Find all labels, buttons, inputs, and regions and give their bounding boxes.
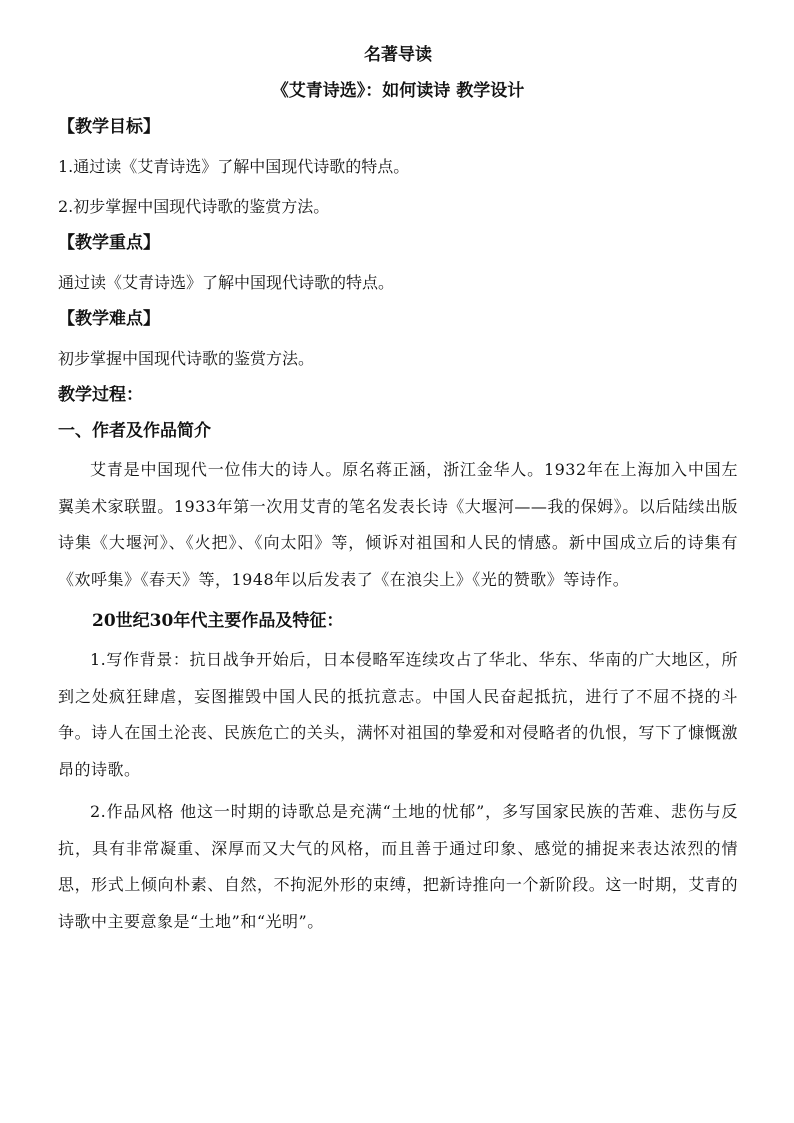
document-title: 名著导读 bbox=[364, 45, 432, 65]
background-paragraph: 1.写作背景：抗日战争开始后，日本侵略军连续攻占了华北、华东、华南的广大地区，所到之处疯狂肆虐，妄图摧毁中国人民的抵抗意志。中国人民奋起抵抗，进行了不屈不挠的斗争。诗人在国土沦丧、民族危亡的关头，满怀对祖国的挚爱和对侵略者的仇恨，写下了慷慨激昂的诗歌。 bbox=[58, 650, 738, 779]
document-subtitle: 《艾青诗选》：如何读诗 教学设计 bbox=[271, 81, 525, 101]
author-intro-paragraph: 艾青是中国现代一位伟大的诗人。原名蒋正涵，浙江金华人。1932年在上海加入中国左翼美术家联盟。1933年第一次用艾青的笔名发表长诗《大堰河——我的保姆》。以后陆续出版诗集《大堰河》、《火把》、《向太阳》等，倾诉对祖国和人民的情感。新中国成立后的诗集有《欢呼集》《春天》等，1948年以后发表了《在浪尖上》《光的赞歌》等诗作。 bbox=[58, 460, 738, 589]
works-subheading: 20世纪30年代主要作品及特征： bbox=[92, 611, 344, 631]
objective-item-1: 1.通过读《艾青诗选》了解中国现代诗歌的特点。 bbox=[58, 157, 410, 176]
difficulties-heading: 【教学难点】 bbox=[58, 309, 160, 329]
key-points-heading: 【教学重点】 bbox=[58, 233, 160, 253]
process-heading: 教学过程： bbox=[58, 385, 143, 405]
style-paragraph: 2.作品风格 他这一时期的诗歌总是充满“土地的忧郁”，多写国家民族的苦难、悲伤与反抗，具有非常凝重、深厚而又大气的风格，而且善于通过印象、感觉的捕捉来表达浓烈的情思，形式上倾向朴素、自然，不拘泥外形的束缚，把新诗推向一个新阶段。这一时期，艾青的诗歌中主要意象是“土地”和“光明”。 bbox=[58, 802, 738, 931]
key-points-text: 通过读《艾青诗选》了解中国现代诗歌的特点。 bbox=[58, 273, 395, 292]
section1-heading: 一、作者及作品简介 bbox=[58, 421, 211, 441]
objectives-heading: 【教学目标】 bbox=[58, 117, 160, 137]
document-page bbox=[58, 40, 738, 940]
objective-item-2: 2.初步掌握中国现代诗歌的鉴赏方法。 bbox=[58, 197, 330, 216]
difficulties-text: 初步掌握中国现代诗歌的鉴赏方法。 bbox=[58, 349, 315, 368]
